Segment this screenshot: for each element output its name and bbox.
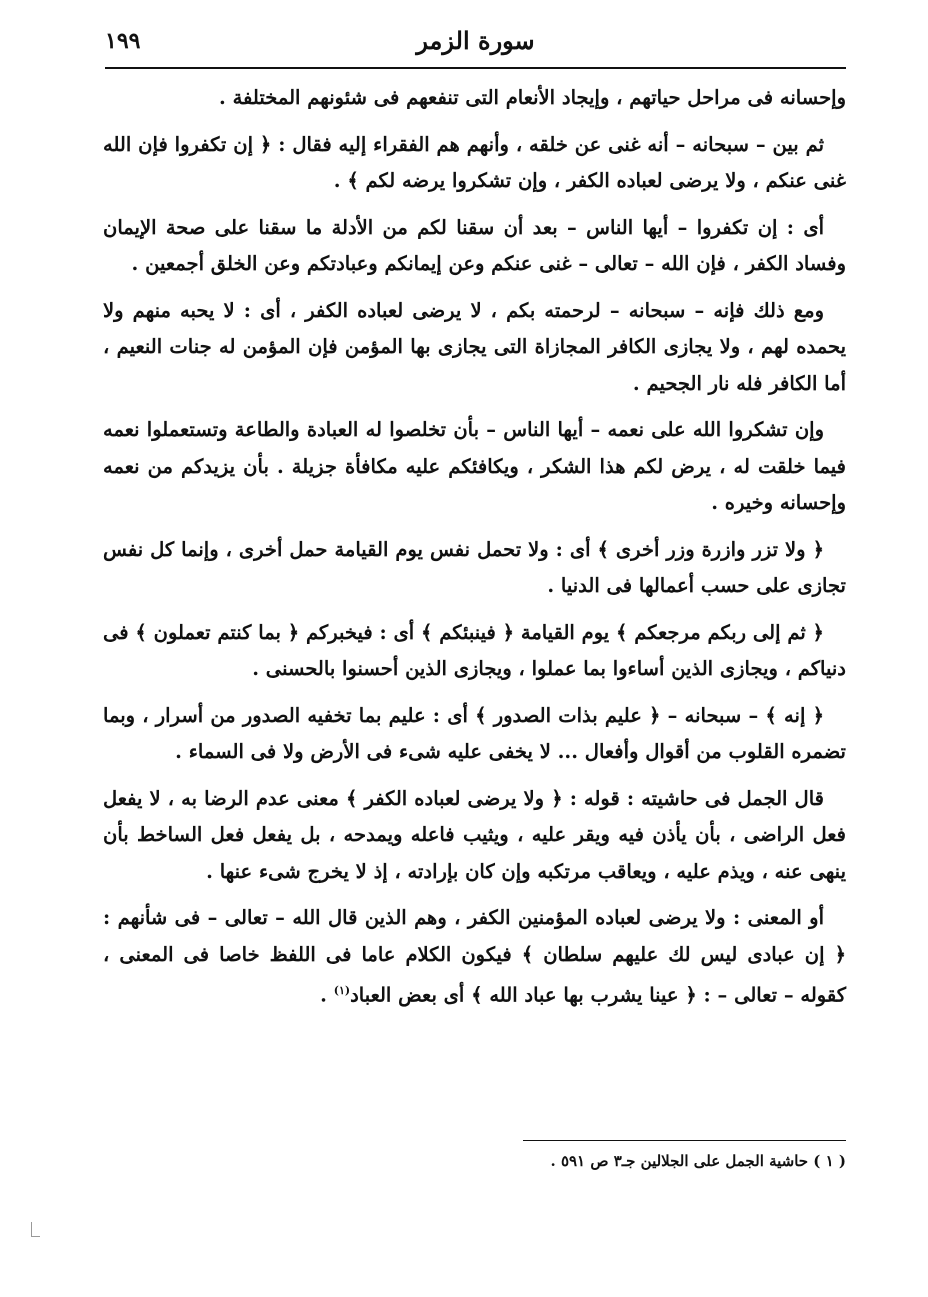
- paragraph-10: [103, 900, 846, 1014]
- paragraph-2: ثم بين – سبحانه – أنه غنى عن خلقه ، وأنهم هم الفقراء إليه فقال : ﴿ إن تكفروا فإن الله غنى عنكم ، ولا يرضى لعباده الكفر ، وإن تشكروا يرضه لكم ﴾ .: [103, 132, 846, 192]
- footnote-divider: [523, 1140, 846, 1141]
- paragraph-1: وإحسانه فى مراحل حياتهم ، وإيجاد الأنعام التى تنفعهم فى شئونهم المختلفة .: [219, 86, 846, 109]
- footnote-marker: (١): [333, 984, 351, 997]
- paragraph-7: ﴿ ثم إلى ربكم مرجعكم ﴾ يوم القيامة ﴿ فينبئكم ﴾ أى : فيخبركم ﴿ بما كنتم تعملون ﴾ فى دنياكم ، ويجازى الذين أساءوا بما عملوا ، ويجازى الذين أحسنوا بالحسنى .: [103, 620, 846, 680]
- margin-mark: [31, 1222, 40, 1237]
- footnote: ( ١ ) حاشية الجمل على الجلالين جـ٣ ص ٥٩١ .: [550, 1152, 846, 1170]
- header-divider: [105, 67, 846, 69]
- paragraph-4: ومع ذلك فإنه – سبحانه – لرحمته بكم ، لا يرضى لعباده الكفر ، أى : لا يحبه منهم ولا يحمده لهم ، ولا يجازى الكافر المجازاة التى يجازى بها المؤمن فإن المؤمن له جنات النعيم ، أما الكافر فله نار الجحيم .: [103, 298, 846, 395]
- paragraph-9: قال الجمل فى حاشيته : قوله : ﴿ ولا يرضى لعباده الكفر ﴾ معنى عدم الرضا به ، لا يفعل فعل الراضى ، بأن يأذن فيه ويقر عليه ، ويثيب فاعله ويمدحه ، بل يفعل فعل الساخط بأن ينهى عنه ، ويذم عليه ، ويعاقب مرتكبه وإن كان بإرادته ، إذ لا يخرج شىء عنها .: [103, 786, 846, 883]
- paragraph-6: ﴿ ولا تزر وازرة وزر أخرى ﴾ أى : ولا تحمل نفس يوم القيامة حمل أخرى ، وإنما كل نفس تجازى على حسب أعمالها فى الدنيا .: [103, 537, 846, 597]
- page-header: [105, 26, 846, 66]
- paragraph-3: أى : إن تكفروا – أيها الناس – بعد أن سقنا لكم من الأدلة ما سقنا على صحة الإيمان وفساد الكفر ، فإن الله – تعالى – غنى عنكم وعن إيمانكم وعبادتكم وعن الخلق أجمعين .: [103, 215, 846, 275]
- paragraph-10-text: أو المعنى : ولا يرضى لعباده المؤمنين الكفر ، وهم الذين قال الله – تعالى – فى شأنهم : ﴿ إن عبادى ليس لك عليهم سلطان ﴾ فيكون الكلام عاما فى اللفظ خاصا فى المعنى ، كقوله – تعالى – : ﴿ عينا يشرب بها عباد الله ﴾ أى بعض العباد: [103, 906, 846, 1007]
- main-text: [103, 80, 846, 1024]
- surah-title: سورة الزمر: [416, 26, 535, 55]
- page-number: ١٩٩: [105, 28, 141, 54]
- paragraph-5: وإن تشكروا الله على نعمه – أيها الناس – بأن تخلصوا له العبادة والطاعة وتستعملوا نعمه فيما خلقت له ، يرض لكم هذا الشكر ، ويكافئكم عليه مكافأة جزيلة . بأن يزيدكم من نعمه وإحسانه وخيره .: [103, 418, 846, 514]
- paragraph-8: ﴿ إنه ﴾ – سبحانه – ﴿ عليم بذات الصدور ﴾ أى : عليم بما تخفيه الصدور من أسرار ، وبما تضمره القلوب من أقوال وأفعال ... لا يخفى عليه شىء فى الأرض ولا فى السماء .: [103, 703, 846, 763]
- paragraph-10-end: .: [320, 983, 327, 1007]
